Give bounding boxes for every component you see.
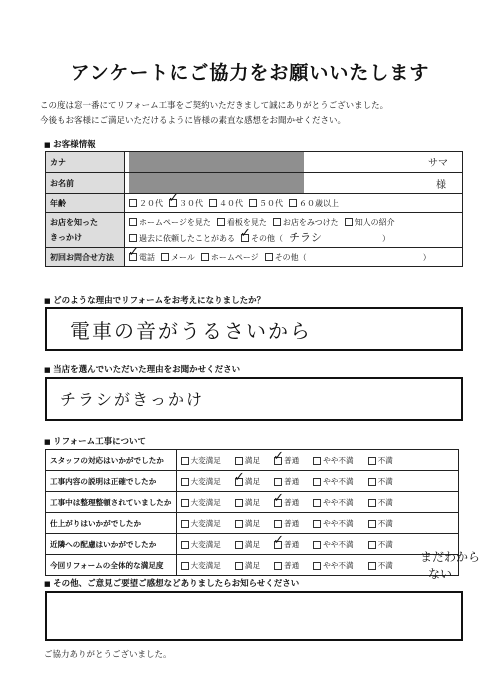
- rating-option-4[interactable]: [368, 456, 393, 465]
- source-option-row2-0[interactable]: [129, 234, 235, 243]
- rating-options[interactable]: [176, 555, 459, 576]
- source-label-line-1: お店を知った: [50, 218, 98, 227]
- checkbox[interactable]: [368, 478, 376, 486]
- source-option-2[interactable]: [273, 218, 339, 227]
- reason-answer: 電車の音がうるさいから: [70, 319, 312, 343]
- name-mark: 様: [436, 180, 446, 191]
- store-answer: チラシがきっかけ: [60, 390, 205, 409]
- checkbox[interactable]: [274, 562, 282, 570]
- checkbox[interactable]: [235, 541, 243, 549]
- rating-option-1[interactable]: [235, 561, 260, 570]
- kana-field[interactable]: [125, 152, 463, 173]
- option-label: 大変満足: [190, 518, 221, 528]
- customer-section-heading: ■ お客様情報: [44, 138, 96, 150]
- question-label: スタッフの対応はいかがでしたか: [46, 450, 177, 471]
- source-other-text: チラシ: [289, 230, 322, 244]
- question-label: 工事中は整理整頓されていましたか: [46, 492, 177, 513]
- question-label: 近隣への配慮はいかがでしたか: [46, 534, 177, 555]
- checkbox[interactable]: [368, 499, 376, 507]
- customer-info-table: [45, 151, 463, 267]
- checked-checkbox[interactable]: [129, 253, 137, 261]
- option-label: 満足: [244, 476, 261, 486]
- option-label: ２０代: [139, 198, 163, 208]
- works-section-heading: ■ リフォーム工事について: [44, 435, 146, 447]
- rating-options[interactable]: [176, 492, 459, 513]
- checkbox[interactable]: [129, 218, 137, 226]
- checkbox[interactable]: [181, 562, 189, 570]
- option-label: やや不満: [323, 518, 354, 528]
- option-label: ６０歳以上: [299, 198, 339, 208]
- option-label: 看板を見た: [226, 217, 267, 227]
- option-label: ３０代: [179, 198, 203, 208]
- rating-option-4[interactable]: [368, 540, 393, 549]
- name-label: お名前: [46, 173, 125, 194]
- comment-section-heading: ■ その他、ご意見ご要望ご感想などありましたらお知らせください: [44, 577, 299, 589]
- checkbox[interactable]: [181, 499, 189, 507]
- checkbox[interactable]: [129, 234, 137, 242]
- rating-options[interactable]: [176, 534, 459, 555]
- option-label: 普通: [284, 455, 300, 465]
- option-label: 普通: [284, 476, 300, 486]
- option-label: 大変満足: [190, 539, 221, 549]
- rating-option-0[interactable]: [181, 519, 221, 528]
- checked-checkbox[interactable]: [274, 541, 282, 549]
- table-row: [46, 450, 459, 471]
- rating-option-3[interactable]: [313, 477, 353, 486]
- source-option-0[interactable]: [129, 218, 211, 227]
- checkbox[interactable]: [289, 199, 297, 207]
- checkbox[interactable]: [235, 457, 243, 465]
- checkbox[interactable]: [217, 218, 225, 226]
- contact-options[interactable]: [125, 248, 463, 267]
- margin-note-line-1: まだわから: [420, 550, 481, 564]
- question-label: 今回リフォームの全体的な満足度: [46, 555, 177, 576]
- rating-option-3[interactable]: [313, 456, 353, 465]
- contact-option-2[interactable]: [201, 253, 259, 262]
- rating-option-2[interactable]: [274, 540, 299, 549]
- rating-option-2[interactable]: [274, 519, 299, 528]
- checkbox[interactable]: [313, 457, 321, 465]
- table-row: [46, 555, 459, 576]
- option-label: お店をみつけた: [282, 217, 339, 227]
- option-label: 不満: [377, 455, 393, 465]
- checkbox[interactable]: [313, 478, 321, 486]
- rating-option-0[interactable]: [181, 561, 221, 570]
- checkbox[interactable]: [129, 199, 137, 207]
- rating-option-3[interactable]: [313, 561, 353, 570]
- checkbox[interactable]: [161, 253, 169, 261]
- option-label: 不満: [377, 518, 393, 528]
- rating-option-2[interactable]: [274, 561, 299, 570]
- checkbox[interactable]: [313, 562, 321, 570]
- rating-option-2[interactable]: [274, 477, 299, 486]
- question-label: 工事内容の説明は正確でしたか: [46, 471, 177, 492]
- checkbox[interactable]: [201, 253, 209, 261]
- age-option-4[interactable]: [289, 199, 339, 208]
- option-label: 満足: [244, 497, 261, 507]
- source-options-row-1[interactable]: [129, 215, 458, 230]
- option-label: その他（: [274, 252, 307, 262]
- checkbox[interactable]: [181, 520, 189, 528]
- checkbox[interactable]: [345, 218, 353, 226]
- intro-line-1: この度は窓一番にてリフォーム工事をご契約いただきまして誠にありがとうございました。: [40, 101, 389, 111]
- rating-option-0[interactable]: [181, 540, 221, 549]
- rating-option-1[interactable]: [235, 498, 260, 507]
- rating-options[interactable]: [176, 471, 459, 492]
- option-label: 普通: [284, 518, 300, 528]
- rating-option-1[interactable]: [235, 456, 260, 465]
- option-label: 不満: [377, 560, 393, 570]
- contact-label: 初回お問合せ方法: [46, 248, 125, 267]
- rating-option-2[interactable]: [274, 498, 299, 507]
- age-option-3[interactable]: [249, 199, 283, 208]
- age-option-0[interactable]: [129, 199, 163, 208]
- option-label: ホームページを見た: [139, 217, 211, 227]
- option-label: 過去に依頼したことがある: [139, 233, 235, 243]
- option-label: やや不満: [323, 539, 354, 549]
- kana-label: カナ: [46, 152, 125, 173]
- rating-option-2[interactable]: [274, 456, 299, 465]
- rating-option-4[interactable]: [368, 519, 393, 528]
- checkbox[interactable]: [235, 562, 243, 570]
- rating-option-0[interactable]: [181, 456, 221, 465]
- contact-option-1[interactable]: [161, 253, 195, 262]
- option-label: 電話: [139, 252, 155, 262]
- source-other-close: ）: [382, 233, 390, 243]
- option-label: メール: [171, 252, 195, 262]
- rating-option-4[interactable]: [368, 561, 393, 570]
- option-label: 不満: [377, 539, 393, 549]
- checkbox[interactable]: [368, 562, 376, 570]
- works-rating-table: [45, 449, 459, 576]
- checkbox[interactable]: [368, 520, 376, 528]
- option-label: 不満: [377, 476, 393, 486]
- store-section-heading: ■ 当店を選んでいただいた理由をお聞かせください: [44, 363, 240, 375]
- option-label: 普通: [284, 539, 300, 549]
- source-label-line-2: きっかけ: [50, 233, 82, 242]
- option-label: 満足: [244, 455, 261, 465]
- checkbox[interactable]: [274, 520, 282, 528]
- rating-option-3[interactable]: [313, 540, 353, 549]
- source-option-3[interactable]: [345, 218, 395, 227]
- checkbox[interactable]: [265, 253, 273, 261]
- table-row: [46, 492, 459, 513]
- rating-option-3[interactable]: [313, 498, 353, 507]
- age-option-1[interactable]: [169, 199, 203, 208]
- contact-option-0[interactable]: [129, 253, 155, 262]
- option-label: やや不満: [323, 455, 354, 465]
- checkbox[interactable]: [273, 218, 281, 226]
- redacted-name: [129, 173, 304, 193]
- checkbox[interactable]: [274, 478, 282, 486]
- comment-answer-box[interactable]: [45, 591, 463, 641]
- rating-option-4[interactable]: [368, 477, 393, 486]
- checkbox[interactable]: [235, 520, 243, 528]
- option-label: やや不満: [323, 497, 354, 507]
- option-label: 大変満足: [190, 560, 221, 570]
- rating-option-0[interactable]: [181, 498, 221, 507]
- age-option-2[interactable]: [209, 199, 243, 208]
- checkbox[interactable]: [313, 520, 321, 528]
- option-label: 不満: [377, 497, 393, 507]
- option-label: ４０代: [219, 198, 243, 208]
- margin-note-line-2: ない: [428, 567, 453, 581]
- option-label: 満足: [244, 560, 261, 570]
- rating-option-1[interactable]: [235, 477, 260, 486]
- checkbox[interactable]: [181, 457, 189, 465]
- table-row: [46, 534, 459, 555]
- option-label: 満足: [244, 518, 261, 528]
- survey-title: アンケートにご協力をお願いいたします: [70, 62, 430, 84]
- checkbox[interactable]: [209, 199, 217, 207]
- contact-other-close: ）: [422, 252, 431, 262]
- contact-option-3[interactable]: [265, 253, 307, 262]
- table-row: [46, 513, 459, 534]
- option-label: 大変満足: [190, 476, 221, 486]
- source-options[interactable]: [125, 213, 463, 248]
- rating-option-0[interactable]: [181, 477, 221, 486]
- intro-text: [40, 99, 388, 129]
- checkbox[interactable]: [313, 499, 321, 507]
- rating-option-1[interactable]: [235, 519, 260, 528]
- option-label: 普通: [284, 560, 300, 570]
- age-options[interactable]: [125, 194, 463, 213]
- checkbox[interactable]: [313, 541, 321, 549]
- question-label: 仕上がりはいかがでしたか: [46, 513, 177, 534]
- option-label: やや不満: [323, 560, 354, 570]
- checkbox[interactable]: [249, 199, 257, 207]
- reason-section-heading: ■ どのような理由でリフォームをお考えになりましたか？: [44, 294, 265, 306]
- checked-checkbox[interactable]: [235, 478, 243, 486]
- age-label: 年齢: [46, 194, 125, 213]
- option-label: 知人の紹介: [354, 217, 395, 227]
- option-label: 満足: [244, 539, 261, 549]
- rating-option-3[interactable]: [313, 519, 353, 528]
- checkbox[interactable]: [235, 499, 243, 507]
- checkbox[interactable]: [181, 478, 189, 486]
- intro-line-2: 今後もお客様にご満足いただけるように皆様の素直な感想をお聞かせください。: [40, 116, 347, 126]
- source-options-row-2[interactable]: [129, 230, 458, 246]
- option-label: その他（: [251, 233, 283, 243]
- checkbox[interactable]: [181, 541, 189, 549]
- footer-thanks: ご協力ありがとうございました。: [44, 650, 172, 660]
- checked-checkbox[interactable]: [169, 199, 177, 207]
- rating-options[interactable]: [176, 513, 459, 534]
- checkbox[interactable]: [368, 541, 376, 549]
- table-row: [46, 471, 459, 492]
- source-option-row2-1[interactable]: [241, 234, 283, 243]
- redacted-kana: [129, 152, 304, 172]
- option-label: 普通: [284, 497, 300, 507]
- rating-option-1[interactable]: [235, 540, 260, 549]
- checked-checkbox[interactable]: [274, 457, 282, 465]
- checked-checkbox[interactable]: [241, 234, 249, 242]
- checkbox[interactable]: [368, 457, 376, 465]
- option-label: やや不満: [323, 476, 354, 486]
- rating-option-4[interactable]: [368, 498, 393, 507]
- source-label: [46, 213, 125, 248]
- rating-options[interactable]: [176, 450, 459, 471]
- kana-mark: サマ: [428, 158, 448, 169]
- checked-checkbox[interactable]: [274, 499, 282, 507]
- option-label: ５０代: [259, 198, 283, 208]
- option-label: 大変満足: [190, 497, 221, 507]
- option-label: 大変満足: [190, 455, 221, 465]
- option-label: ホームページ: [210, 252, 259, 262]
